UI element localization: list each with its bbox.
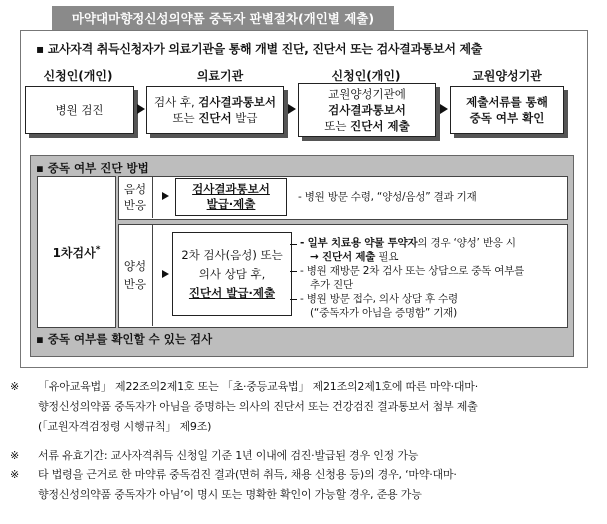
note-mark: ※ xyxy=(10,449,20,462)
flow-box-verify-line2: 중독 여부 확인 xyxy=(469,111,545,125)
flow-box-submit-documents xyxy=(298,83,436,137)
diagram-title xyxy=(52,6,394,30)
note-mark: ※ xyxy=(10,380,20,393)
diagnosis-method-header: ▪ 중독 여부 진단 방법 xyxy=(36,161,149,175)
flow-box-issue-line2-a: 또는 xyxy=(172,111,199,125)
flow-box-issue-line1-a: 검사 후, xyxy=(153,95,199,109)
note-line: (「교원자격검정령 시행규칙」 제9조) xyxy=(38,420,212,433)
positive-action-line3: 진단서 발급·제출 xyxy=(188,285,276,300)
diagram-title-text: 마약대마향정신성의약품 중독자 판별절차(개인별 제출) xyxy=(71,11,375,26)
positive-desc-line2-bold: → 진단서 제출 xyxy=(310,251,376,263)
divider xyxy=(152,224,153,326)
flow-box-verify-addiction xyxy=(450,86,564,134)
positive-desc-line4: 추가 진단 xyxy=(310,279,353,291)
flow-box-submit-line1: 교원양성기관에 xyxy=(328,87,406,101)
bracket-line xyxy=(290,244,297,245)
positive-desc-line1 xyxy=(300,236,516,250)
arrow-icon xyxy=(162,192,169,200)
positive-action-line2: 의사 상담 후, xyxy=(198,266,266,281)
tests-footer: ▪ 중독 여부를 확인할 수 있는 검사 xyxy=(36,332,213,346)
positive-desc-line1-rest: 의 경우 ‘양성’ 반응 시 xyxy=(417,237,516,249)
column-header-applicant-2: 신청인(개인) xyxy=(331,69,401,83)
flow-box-submit-line3-a: 또는 xyxy=(324,119,351,133)
note-line: 타 법령을 근거로 한 마약류 중독검진 결과(면허 취득, 채용 신청용 등)의 경우, ‘마약·대마· xyxy=(38,468,457,481)
first-test-footnote-mark: * xyxy=(95,244,101,255)
note-mark: ※ xyxy=(10,468,20,481)
column-header-medical: 의료기관 xyxy=(196,69,244,83)
negative-label-line1: 음성 xyxy=(123,182,147,196)
positive-desc-line5: - 병원 방문 접수, 의사 상담 후 수령 xyxy=(300,293,458,305)
positive-desc-line6: (“중독자가 아님을 증명함” 기재) xyxy=(310,307,458,319)
intro-text: ▪ 교사자격 취득신청자가 의료기관을 통해 개별 진단, 진단서 또는 검사결과통보서 제출 xyxy=(36,42,483,56)
flow-box-issue-line2-c: 발급 xyxy=(231,111,258,125)
flow-arrow-3 xyxy=(440,104,448,114)
positive-label-line1: 양성 xyxy=(123,259,147,273)
negative-label-line2: 반응 xyxy=(123,198,147,212)
negative-action-line1: 검사결과통보서 xyxy=(192,182,270,196)
divider xyxy=(152,176,153,218)
flow-arrow-1 xyxy=(137,104,145,114)
negative-description: - 병원 방문 수령, “양성/음성” 결과 기재 xyxy=(298,191,477,203)
positive-action-line1: 2차 검사(음성) 또는 xyxy=(181,247,283,262)
positive-action-box xyxy=(172,232,292,316)
bracket-line xyxy=(290,271,297,272)
negative-action-line2: 발급·제출 xyxy=(206,197,256,211)
flow-box-issue-line1 xyxy=(154,94,276,110)
flow-box-verify-line1: 제출서류를 통해 xyxy=(466,95,548,109)
bracket-line xyxy=(290,299,297,300)
flow-box-issue-line1-b: 검사결과통보서 xyxy=(198,95,277,109)
arrow-icon xyxy=(162,270,169,278)
negative-action-box xyxy=(175,178,287,216)
column-header-applicant-1: 신청인(개인) xyxy=(43,69,113,83)
column-header-training-institution: 교원양성기관 xyxy=(472,69,542,83)
positive-desc-line2-rest: 필요 xyxy=(375,251,399,263)
positive-desc-line3: - 병원 재방문 2차 검사 또는 상담으로 중독 여부를 xyxy=(300,265,525,277)
flow-box-submit-line3-b: 진단서 제출 xyxy=(350,119,410,133)
note-line: 향정신성의약품 중독자가 아님을 증명하는 의사의 진단서 또는 건강검진 결과통보서 첨부 제출 xyxy=(38,400,478,413)
first-test-label xyxy=(53,244,101,261)
flow-box-issue-line2-b: 진단서 xyxy=(198,111,232,125)
flow-box-hospital-exam xyxy=(25,86,134,134)
note-line: 서류 유효기간: 교사자격취득 신청일 기준 1년 이내에 검진·발급된 경우 인정 가능 xyxy=(38,449,419,462)
flow-box-submit-line3 xyxy=(324,118,409,134)
note-line: 향정신성의약품 중독자가 아님’이 명시 또는 명확한 확인이 가능할 경우, 준용 가능 xyxy=(38,488,422,501)
negative-result-label xyxy=(118,176,152,218)
positive-desc-line1-bold: - 일부 치료용 약물 투약자 xyxy=(300,237,418,249)
first-test-text: 1차검사 xyxy=(52,245,96,260)
flow-box-submit-line2: 검사결과통보서 xyxy=(328,103,406,117)
note-line: 「유아교육법」 제22조의2제1호 또는 「초·중등교육법」 제21조의2제1호에 따른 마약·대마· xyxy=(38,380,479,393)
flow-arrow-2 xyxy=(288,104,296,114)
flow-box-hospital-exam-text: 병원 검진 xyxy=(55,103,104,117)
first-test-box xyxy=(37,176,116,328)
positive-result-label xyxy=(118,224,152,326)
flow-box-issue-line2 xyxy=(172,110,257,126)
flow-box-issue-documents xyxy=(146,86,284,134)
positive-label-line2: 반응 xyxy=(123,277,147,291)
positive-desc-line2 xyxy=(310,250,398,264)
